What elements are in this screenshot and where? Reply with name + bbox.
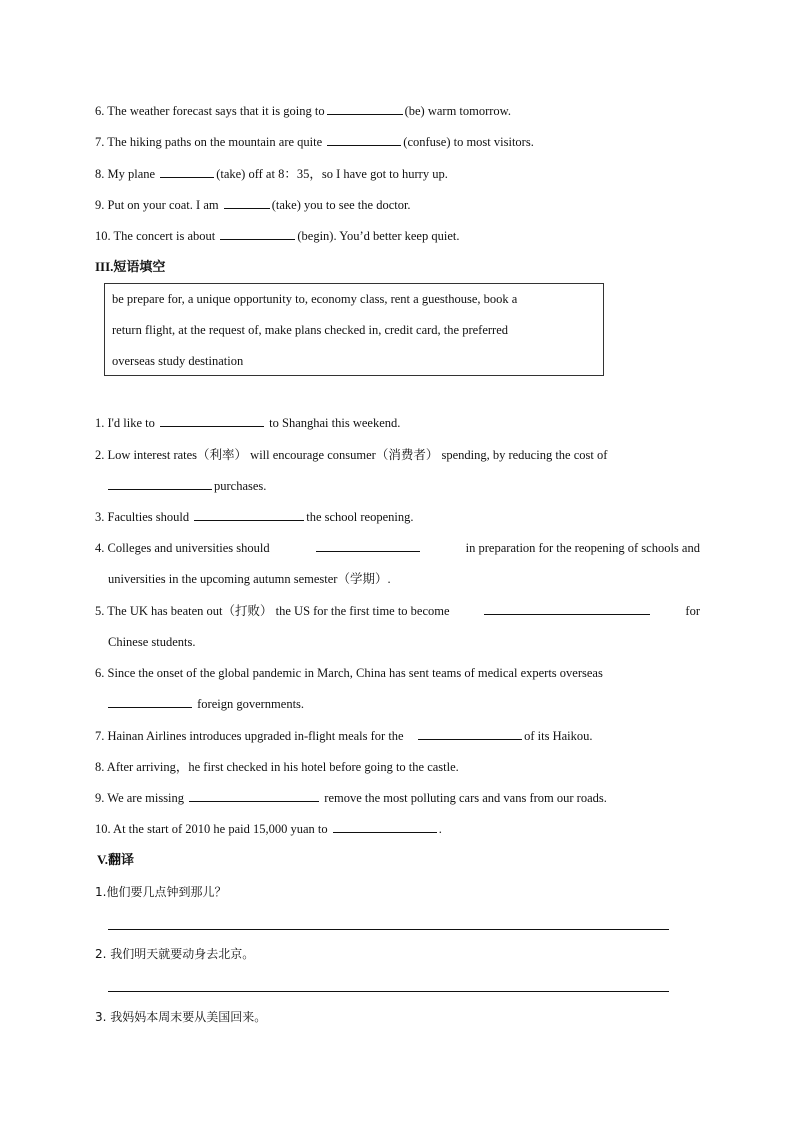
- answer-blank[interactable]: [327, 134, 401, 146]
- phrase-exercise-1-text-end: to Shanghai this weekend.: [269, 416, 401, 430]
- phrase-exercise-9: [95, 790, 607, 806]
- answer-blank[interactable]: [108, 696, 192, 708]
- phrase-exercise-1-text: 1. I'd like to: [95, 416, 155, 430]
- exercise-6: [95, 103, 511, 119]
- exercise-6-text: 6. The weather forecast says that it is going to: [95, 104, 325, 118]
- translation-3: 3. 我妈妈本周末要从美国回来。: [95, 1010, 267, 1024]
- phrase-exercise-7-text-end: of its Haikou.: [524, 729, 593, 743]
- phrase-exercise-5-line-2: Chinese students.: [108, 635, 196, 649]
- phrase-exercise-9-text-end: remove the most polluting cars and vans from our roads.: [324, 791, 607, 805]
- phrase-exercise-4-line-1: [95, 540, 700, 556]
- answer-blank[interactable]: [108, 478, 212, 490]
- answer-blank[interactable]: [160, 166, 214, 178]
- phrase-exercise-4-text: 4. Colleges and universities should: [95, 541, 270, 555]
- answer-blank[interactable]: [333, 821, 437, 833]
- phrase-exercise-8: 8. After arriving，he first checked in his hotel before going to the castle.: [95, 760, 459, 774]
- phrase-box: [104, 283, 604, 376]
- answer-blank[interactable]: [327, 103, 403, 115]
- exercise-9: [95, 197, 411, 213]
- exercise-10: [95, 228, 459, 244]
- phrase-exercise-6-text-end: foreign governments.: [197, 697, 305, 711]
- phrase-exercise-10-text: 10. At the start of 2010 he paid 15,000 yuan to: [95, 822, 328, 836]
- phrase-exercise-6-line-1: 6. Since the onset of the global pandemic in March, China has sent teams of medical experts overseas: [95, 666, 603, 680]
- exercise-7-text-end: (confuse) to most visitors.: [403, 135, 534, 149]
- phrase-exercise-4-text-end: in preparation for the reopening of schools and: [465, 541, 700, 555]
- answer-blank[interactable]: [194, 509, 304, 521]
- exercise-8: [95, 166, 448, 182]
- answer-blank[interactable]: [224, 197, 270, 209]
- phrase-exercise-5-text-end: for: [685, 604, 700, 618]
- answer-blank[interactable]: [484, 603, 650, 615]
- section-3-heading: III.短语填空: [95, 259, 166, 274]
- phrase-exercise-3-text-end: the school reopening.: [306, 510, 414, 524]
- exercise-7-text: 7. The hiking paths on the mountain are quite: [95, 135, 323, 149]
- answer-blank[interactable]: [418, 728, 522, 740]
- phrase-exercise-5-line-1: [95, 603, 700, 619]
- phrase-exercise-5-text: 5. The UK has beaten out（打败） the US for the first time to become: [95, 604, 450, 618]
- phrase-exercise-6-line-2: [108, 696, 304, 712]
- answer-blank[interactable]: [316, 540, 420, 552]
- phrase-box-line: overseas study destination: [112, 354, 244, 368]
- exercise-9-text-end: (take) you to see the doctor.: [271, 198, 411, 212]
- translation-2: 2. 我们明天就要动身去北京。: [95, 947, 255, 961]
- answer-blank[interactable]: [189, 790, 319, 802]
- exercise-10-text-end: (begin). You’d better keep quiet.: [297, 229, 460, 243]
- exercise-8-text-end: (take) off at 8：35，so I have got to hurry up.: [216, 167, 448, 181]
- phrase-exercise-7-text: 7. Hainan Airlines introduces upgraded in-flight meals for the: [95, 729, 404, 743]
- translation-1-answer-line[interactable]: [108, 929, 669, 930]
- exercise-9-text: 9. Put on your coat. I am: [95, 198, 219, 212]
- phrase-exercise-10: [95, 821, 442, 837]
- exercise-8-text: 8. My plane: [95, 167, 156, 181]
- phrase-exercise-2-line-2: [108, 478, 266, 494]
- translation-2-answer-line[interactable]: [108, 991, 669, 992]
- answer-blank[interactable]: [160, 415, 264, 427]
- exercise-10-text: 10. The concert is about: [95, 229, 216, 243]
- translation-1: 1.他们要几点钟到那儿？: [95, 885, 227, 899]
- phrase-exercise-4-line-2: universities in the upcoming autumn semester（学期）.: [108, 572, 391, 586]
- phrase-exercise-1: [95, 415, 400, 431]
- exercise-7: [95, 134, 534, 150]
- phrase-box-line: be prepare for, a unique opportunity to, economy class, rent a guesthouse, book a: [112, 292, 518, 306]
- phrase-box-line: return flight, at the request of, make plans checked in, credit card, the preferred: [112, 323, 509, 337]
- phrase-exercise-2-line-1: 2. Low interest rates（利率） will encourage consumer（消费者） spending, by reducing the cost of: [95, 448, 608, 462]
- phrase-exercise-10-text-end: .: [438, 822, 442, 836]
- phrase-exercise-9-text: 9. We are missing: [95, 791, 185, 805]
- phrase-exercise-7: [95, 728, 593, 744]
- section-5-heading: V.翻译: [97, 852, 134, 867]
- answer-blank[interactable]: [220, 228, 295, 240]
- phrase-exercise-3-text: 3. Faculties should: [95, 510, 190, 524]
- phrase-exercise-3: [95, 509, 413, 525]
- phrase-exercise-2-text-end: purchases.: [214, 479, 267, 493]
- exercise-6-text-end: (be) warm tomorrow.: [404, 104, 512, 118]
